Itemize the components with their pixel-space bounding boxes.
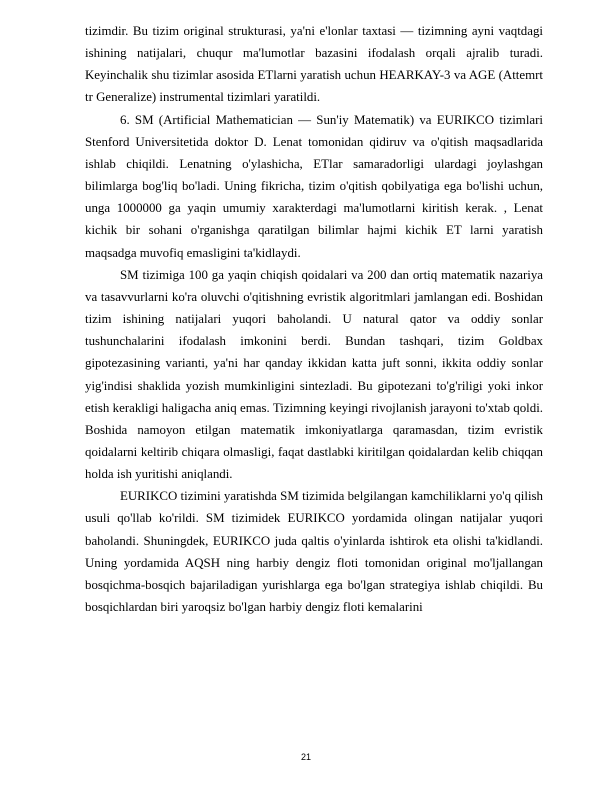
paragraph-4: EURIKCO tizimini yaratishda SM tizimida belgilangan kamchiliklarni yo'q qilish usuli qo'llab ko'rildi. SM tizimidek EURIKCO yordamida olingan natijalar yuqori baholandi. Shuningdek, EURIKCO juda qaltis o'yinlarda ishtirok eta olishi ta'kidlandi. Uning yordamida AQSH ning harbiy dengiz floti tomonidan original mo'ljallangan bosqichma-bosqich bajariladigan yurishlarga ega bo'lgan strategiya ishlab chiqildi. Bu bosqichlardan biri yaroqsiz bo'lgan harbiy dengiz floti kemalarini bbox=[85, 489, 543, 615]
document-page bbox=[85, 20, 543, 618]
paragraph-2: 6. SM (Artificial Mathematician — Sun'iy Matematik) va EURIKCO tizimlari Stenford Universitetida doktor D. Lenat tomonidan qidiruv va o'qitish maqsadlarida ishlab chiqildi. Lenatning o'ylashicha, ETlar samaradorligi ulardagi joylashgan bilimlarga bog'liq bo'ladi. Uning fikricha, tizim o'qitish qobilyatiga ega bo'lishi uchun, unga 1000000 ga yaqin umumiy xarakterdagi ma'lumotlarni kiritish kerak. , Lenat kichik bir sohani o'rganishga qaratilgan bilimlar hajmi kichik ET larni yaratish maqsadga muvofiq emasligini ta'kidlaydi. bbox=[85, 112, 543, 260]
paragraph-3: SM tizimiga 100 ga yaqin chiqish qoidalari va 200 dan ortiq matematik nazariya va tasavvurlarni ko'ra oluvchi o'qitishning evristik algoritmlari jamlangan edi. Boshidan tizim ishining natijalari yuqori baholandi. U natural qator va oddiy sonlar tushunchalarini ifodalash imkonini berdi. Bundan tashqari, tizim Goldbax gipotezasining varianti, ya'ni har qanday ikkidan katta juft sonni, ikkita oddiy sonlar yig'indisi shaklida yozish mumkinligini sintezladi. Bu gipotezani to'g'riligi yoki inkor etish kerakligi haligacha aniq emas. Tizimning keyingi rivojlanish jarayoni to'xtab qoldi. Boshida namoyon etilgan matematik imkoniyatlarga qaramasdan, tizim evristik qoidalarni keltirib chiqara olmasligi, faqat dastlabki kiritilgan qoidalardan kelib chiqqan holda ish yuritishi aniqlandi. bbox=[85, 267, 543, 482]
page-number: 21 bbox=[300, 752, 311, 762]
paragraph-1: tizimdir. Bu tizim original strukturasi, ya'ni e'lonlar taxtasi — tizimning ayni vaqtdagi ishining natijalari, chuqur ma'lumotlar bazasini ifodalash orqali ajralib turadi. Keyinchalik shu tizimlar asosida ETlarni yaratish uchun HEARKAY-3 va AGE (Attemrt tr Generalize) instrumental tizimlari yaratildi. bbox=[85, 24, 543, 105]
